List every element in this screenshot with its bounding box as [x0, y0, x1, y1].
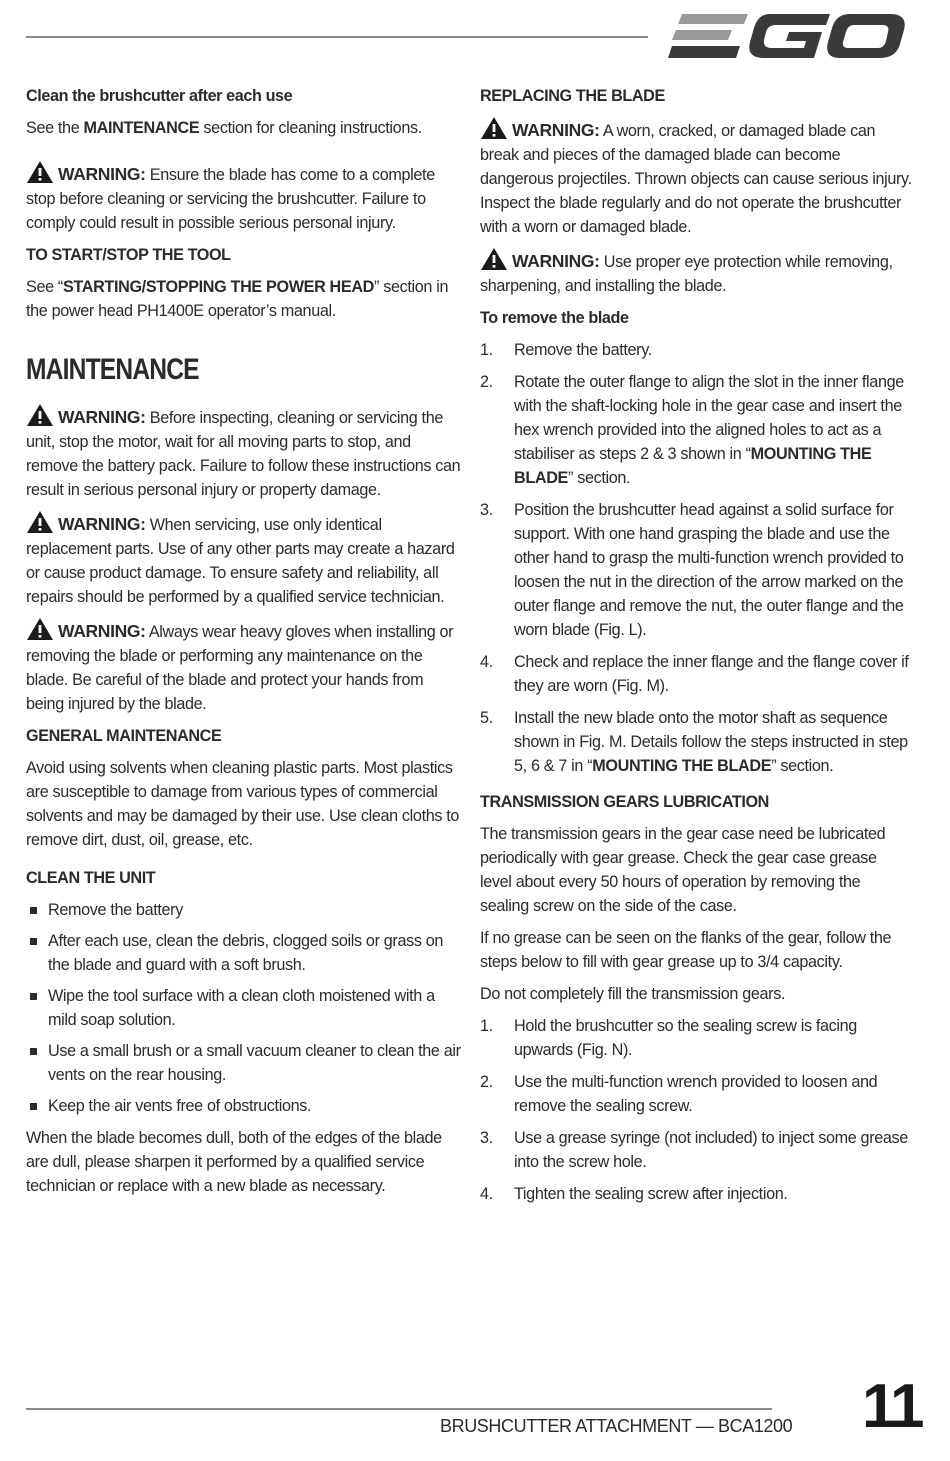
gears-text-3: Do not completely fill the transmission gears.	[480, 985, 786, 1003]
gears-steps	[480, 1014, 912, 1206]
replacing-blade-heading: REPLACING THE BLADE	[480, 87, 665, 105]
list-item: Use a small brush or a small vacuum cleaner to clean the air vents on the rear housing.	[26, 1039, 462, 1087]
clean-unit-list	[26, 898, 462, 1118]
list-item: 3. Use a grease syringe (not included) to inject some grease into the screw hole.	[480, 1129, 908, 1171]
list-item: Remove the battery	[26, 898, 462, 922]
list-item: 4. Tighten the sealing screw after injection.	[480, 1185, 788, 1203]
left-column	[26, 84, 462, 1206]
warning-gloves: WARNING: Always wear heavy gloves when installing or removing the blade or performing any maintenance on the blade. Be careful of the blade and protect your hands from being injured by the blade.	[26, 617, 462, 716]
list-item: 2. Use the multi-function wrench provided to loosen and remove the sealing screw.	[480, 1073, 878, 1115]
list-item: 2. Rotate the outer flange to align the slot in the inner flange with the shaft-locking hole in the gear case and insert the hex wrench provided into the aligned holes to act as a stabiliser as steps 2 & 3 shown in “MOUNTING THE BLADE” section.	[480, 373, 904, 487]
warning-triangle-icon	[26, 617, 54, 641]
start-stop-heading: TO START/STOP THE TOOL	[26, 246, 231, 264]
warning-damaged-blade: WARNING: A worn, cracked, or damaged blade can break and pieces of the damaged blade can become dangerous projectiles. Thrown objects can cause serious injury. Inspect the blade regularly and do not operate the brushcutter with a worn or damaged blade.	[480, 116, 912, 239]
gears-text-1: The transmission gears in the gear case need be lubricated periodically with gear grease. Check the gear case grease level about every 50 hours of operation by removing the sealing screw on the side of the case.	[480, 825, 886, 915]
warning-before-inspecting: WARNING: Before inspecting, cleaning or servicing the unit, stop the motor, wait for all moving parts to stop, and remove the battery pack. Failure to follow these instructions can result in serious personal injury or property damage.	[26, 403, 462, 502]
start-stop-text: See “STARTING/STOPPING THE POWER HEAD” section in the power head PH1400E operator’s manual.	[26, 278, 449, 320]
warning-triangle-icon	[26, 510, 54, 534]
warning-triangle-icon	[26, 160, 54, 184]
footer-title: BRUSHCUTTER ATTACHMENT — BCA1200	[440, 1416, 793, 1436]
warning-triangle-icon	[480, 247, 508, 271]
warning-blade-stop: WARNING: Ensure the blade has come to a complete stop before cleaning or servicing the brushcutter. Failure to comply could result in possible serious personal injury.	[26, 160, 462, 235]
top-divider	[26, 36, 648, 38]
list-item: 1. Hold the brushcutter so the sealing screw is facing upwards (Fig. N).	[480, 1017, 857, 1059]
clean-after-use-heading: Clean the brushcutter after each use	[26, 87, 293, 105]
list-item: Keep the air vents free of obstructions.	[26, 1094, 462, 1118]
ego-logo	[668, 8, 908, 64]
remove-blade-steps	[480, 338, 912, 778]
list-item: 3. Position the brushcutter head against a solid surface for support. With one hand grasping the blade and use the other hand to grasp the multi-function wrench provided to loosen the nut in the direction of the arrow marked on the outer flange and remove the nut, the outer flange and the worn blade (Fig. L).	[480, 501, 904, 639]
general-maintenance-text: Avoid using solvents when cleaning plastic parts. Most plastics are susceptible to damage from various types of commercial solvents and may be damaged by their use. Use clean cloths to remove dirt, dust, oil, grease, etc.	[26, 759, 460, 849]
list-item: 5. Install the new blade onto the motor shaft as sequence shown in Fig. M. Details follow the steps instructed in step 5, 6 & 7 in “MOUNTING THE BLADE” section.	[480, 709, 908, 775]
page-number: 11	[862, 1372, 922, 1441]
warning-replacement-parts: WARNING: When servicing, use only identical replacement parts. Use of any other parts may create a hazard or cause product damage. To ensure safety and reliability, all repairs should be performed by a qualified service technician.	[26, 510, 462, 609]
bottom-divider	[26, 1408, 772, 1410]
general-maintenance-heading: GENERAL MAINTENANCE	[26, 727, 222, 745]
clean-after-use-text: See the MAINTENANCE section for cleaning instructions.	[26, 119, 422, 137]
gears-text-2: If no grease can be seen on the flanks of the gear, follow the steps below to fill with gear grease up to 3/4 capacity.	[480, 929, 892, 971]
list-item: Wipe the tool surface with a clean cloth moistened with a mild soap solution.	[26, 984, 462, 1032]
right-column	[480, 84, 912, 1218]
list-item: 1. Remove the battery.	[480, 341, 652, 359]
gears-heading: TRANSMISSION GEARS LUBRICATION	[480, 793, 769, 811]
clean-unit-heading: CLEAN THE UNIT	[26, 869, 156, 887]
warning-triangle-icon	[480, 116, 508, 140]
list-item: After each use, clean the debris, clogged soils or grass on the blade and guard with a soft brush.	[26, 929, 462, 977]
clean-unit-closing: When the blade becomes dull, both of the edges of the blade are dull, please sharpen it performed by a qualified service technician or replace with a new blade as necessary.	[26, 1129, 442, 1195]
maintenance-heading: MAINTENANCE	[26, 353, 199, 386]
remove-blade-heading: To remove the blade	[480, 309, 629, 327]
warning-triangle-icon	[26, 403, 54, 427]
list-item: 4. Check and replace the inner flange and the flange cover if they are worn (Fig. M).	[480, 653, 909, 695]
warning-eye-protection: WARNING: Use proper eye protection while removing, sharpening, and installing the blade.	[480, 247, 912, 298]
